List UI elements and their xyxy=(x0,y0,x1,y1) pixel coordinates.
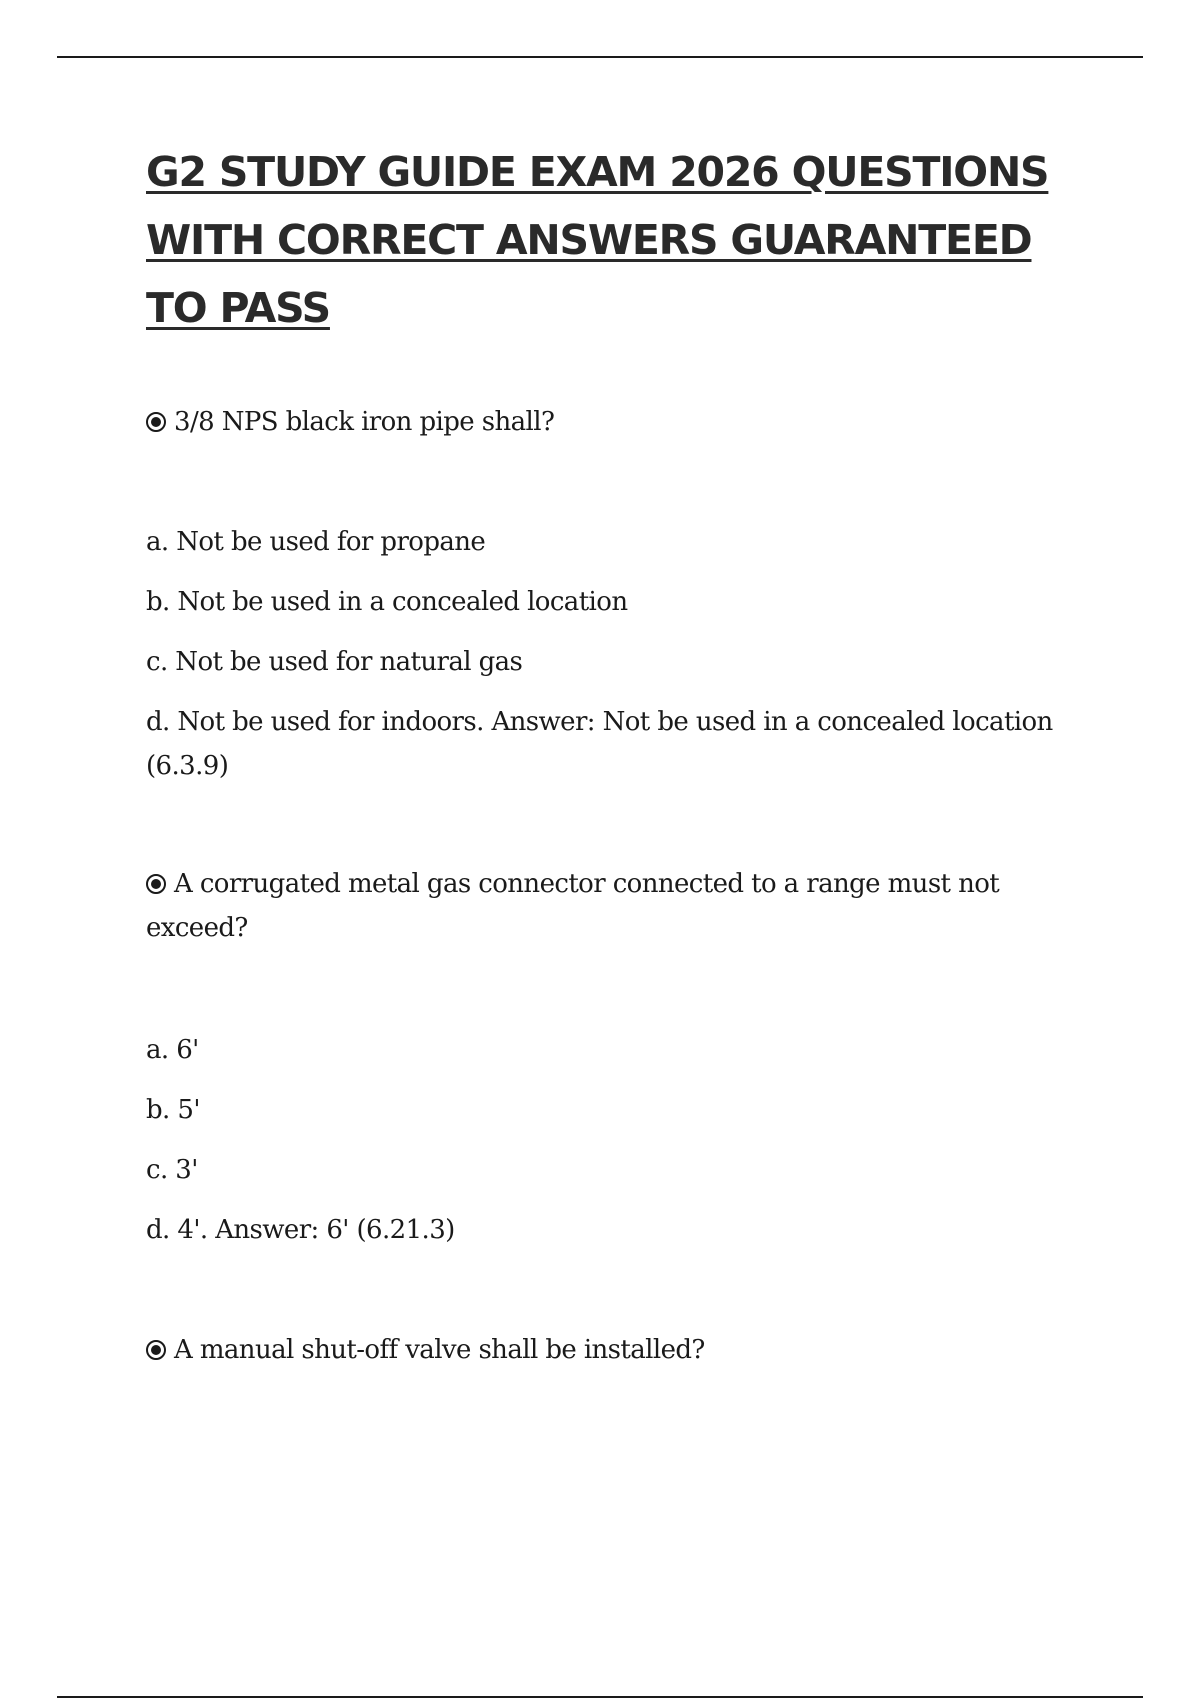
document-title: G2 STUDY GUIDE EXAM 2026 QUESTIONS WITH CORRECT ANSWERS GUARANTEED TO PASS xyxy=(146,148,1049,332)
question-text: A manual shut-off valve shall be installed? xyxy=(174,1335,705,1365)
radio-bullet-icon xyxy=(146,874,166,894)
footer-rule xyxy=(57,1696,1143,1698)
option-b: b. 5' xyxy=(146,1095,200,1125)
question-2 xyxy=(146,862,1086,950)
radio-bullet-icon xyxy=(146,412,166,432)
question-text: A corrugated metal gas connector connected to a range must not exceed? xyxy=(146,869,1000,943)
question-3 xyxy=(146,1328,1086,1372)
option-d-answer: d. Not be used for indoors. Answer: Not be used in a concealed location (6.3.9) xyxy=(146,707,1053,781)
option-a: a. 6' xyxy=(146,1035,199,1065)
header-rule xyxy=(57,56,1143,58)
option-d-answer: d. 4'. Answer: 6' (6.21.3) xyxy=(146,1215,455,1245)
question-1 xyxy=(146,400,1086,444)
option-b: b. Not be used in a concealed location xyxy=(146,587,628,617)
radio-bullet-icon xyxy=(146,1340,166,1360)
option-a: a. Not be used for propane xyxy=(146,527,486,557)
option-c: c. Not be used for natural gas xyxy=(146,647,523,677)
option-c: c. 3' xyxy=(146,1155,198,1185)
question-text: 3/8 NPS black iron pipe shall? xyxy=(174,407,555,437)
